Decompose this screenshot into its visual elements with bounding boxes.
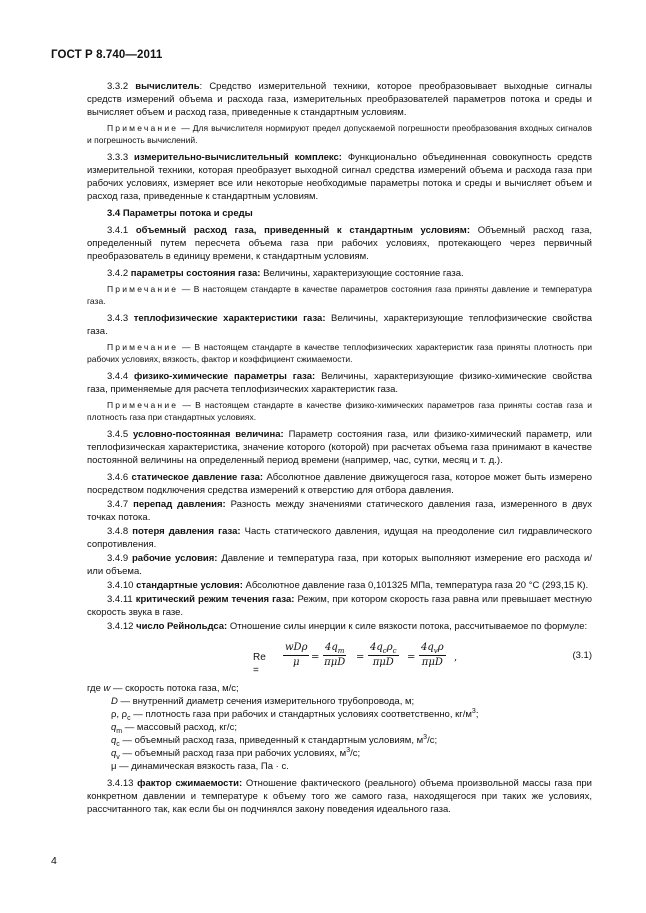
fraction-3 xyxy=(368,641,399,670)
clause-3-4-3 xyxy=(87,312,592,338)
fraction-3-denominator: πμD xyxy=(372,657,394,668)
clause-definition: Величины, характеризующие теплофизические свойства газа. xyxy=(87,313,592,337)
clause-3-4-8 xyxy=(87,525,592,551)
clause-number: 3.4.3 xyxy=(107,313,134,324)
fraction-1-denominator: μ xyxy=(292,657,300,668)
note-3-4-4 xyxy=(87,400,592,423)
clause-definition: Часть статического давления, идущая на преодоление сил гидравлического сопротивления. xyxy=(87,526,592,550)
clause-term: рабочие условия: xyxy=(132,553,218,564)
clause-3-3-3 xyxy=(87,151,592,203)
clause-3-4-1 xyxy=(87,224,592,263)
clause-definition: Разность между значениями статического давления газа, измеренного в двух точках потока. xyxy=(87,499,592,523)
clause-definition: Давление и температура газа, при которых выполняют измерение его расхода и/или объема. xyxy=(87,553,592,577)
note-label: Примечание xyxy=(107,400,179,410)
definition-mu: μ — динамическая вязкость газа, Па · с. xyxy=(111,761,289,772)
reynolds-formula xyxy=(87,639,592,679)
clause-definition: Величины, характеризующие состояние газа. xyxy=(260,268,464,279)
clause-term: теплофизические характеристики газа: xyxy=(133,313,326,324)
clause-term: потеря давления газа: xyxy=(132,526,241,537)
variable-definitions xyxy=(87,682,592,773)
note-text: — В настоящем стандарте в качестве физико-химических параметров газа приняты состав газа и плотность газа при стандартных условиях. xyxy=(87,400,592,422)
clause-definition: Абсолютное давление движущегося газа, которое может быть измерено посредством подключения средства измерений к отверстию для отбора давления. xyxy=(87,472,592,496)
section-heading-3-4 xyxy=(87,207,592,220)
clause-definition: Объемный расход газа, определенный путем пересчета объема газа при рабочих условиях, протекающего через первичный преобразователь в единицу времени, к стандартным условиям. xyxy=(87,225,593,262)
note-text: — В настоящем стандарте в качестве теплофизических характеристик газа приняты плотность при рабочих условиях, вязкость, фактор и коэффициент сжимаемости. xyxy=(87,342,592,364)
clause-term: объемный расход газа, приведенный к стандартным условиям: xyxy=(135,225,470,236)
clause-3-4-6 xyxy=(87,471,592,497)
clause-term: стандартные условия: xyxy=(136,580,243,591)
clause-3-4-12 xyxy=(87,620,592,633)
note-label: Примечание xyxy=(107,284,179,294)
clause-term: параметры состояния газа: xyxy=(130,268,261,279)
clause-term: вычислитель xyxy=(135,81,200,92)
definition-rho: ρ, $\rho_с$ — плотность газа при рабочих и стандартных условиях соответственно, $кг/м^3$; xyxy=(111,707,479,722)
clause-definition: : Средство измерительной техники, которое преобразовывает выходные сигналы средств измерений объема и расхода газа, измерительных преобразователей параметров потока и среды и вычисляет объем и расход газа, приведенные к стандартным условиям. xyxy=(87,81,592,118)
clause-term: физико-химические параметры газа: xyxy=(134,371,316,382)
clause-term: фактор сжимаемости: xyxy=(137,778,243,789)
clause-definition: Параметр состояния газа, или физико-химический параметр, или теплофизическая характеристика, значение которого (которой) при расчетах объема газа принимают в качестве постоянной величины на определенный период времени (например, час, сутки, месяц и т. д.). xyxy=(87,429,592,466)
fraction-4 xyxy=(419,641,446,670)
clause-number: 3.3.3 xyxy=(107,152,134,163)
fraction-2 xyxy=(323,641,346,670)
equation-number: (3.1) xyxy=(572,650,592,661)
clause-number: 3.4.12 xyxy=(107,621,137,632)
clause-term: число Рейнольдса: xyxy=(136,621,228,632)
fraction-4-denominator: πμD xyxy=(421,657,443,668)
clause-number: 3.4.10 xyxy=(107,580,137,591)
clause-3-4-2 xyxy=(87,267,592,280)
clause-3-4-10 xyxy=(87,579,592,592)
clause-term: статическое давление газа: xyxy=(131,472,264,483)
fraction-3-numerator: $4q_c\rho_c$ xyxy=(370,642,397,655)
clause-number: 3.4.5 xyxy=(107,429,134,440)
clause-3-3-2 xyxy=(87,80,592,119)
clause-number: 3.4.7 xyxy=(107,499,134,510)
formula-comma: , xyxy=(454,652,458,663)
equals-sign: = xyxy=(311,652,320,663)
page-number: 4 xyxy=(51,855,57,867)
clause-number: 3.4.8 xyxy=(107,526,133,537)
equals-sign: = xyxy=(407,652,416,663)
clause-term: условно-постоянная величина: xyxy=(133,429,284,440)
clause-3-4-9 xyxy=(87,552,592,578)
formula-lhs: Re = xyxy=(253,652,266,676)
fraction-4-numerator: $4q_v\rho$ xyxy=(421,642,444,655)
section-heading-text: 3.4 Параметры потока и среды xyxy=(107,208,253,219)
clause-number: 3.4.2 xyxy=(107,268,131,279)
fraction-1 xyxy=(283,641,309,670)
clause-3-4-13 xyxy=(87,777,592,816)
fraction-2-denominator: πμD xyxy=(324,657,346,668)
clause-term: критический режим течения газа: xyxy=(135,594,295,605)
note-label: Примечание xyxy=(107,123,179,133)
clause-number: 3.4.6 xyxy=(107,472,132,483)
note-3-3-2 xyxy=(87,123,592,146)
note-text: — В настоящем стандарте в качестве параметров состояния газа приняты давление и температура газа. xyxy=(87,284,592,306)
standard-designation: ГОСТ Р 8.740—2011 xyxy=(51,49,163,61)
definition-qv: $q_v$ — объемный расход газа при рабочих условиях, $м^3/с$; xyxy=(111,746,361,761)
note-3-4-3 xyxy=(87,342,592,365)
clause-3-4-4 xyxy=(87,370,592,396)
clause-term: перепад давления: xyxy=(133,499,226,510)
clause-definition: Отношение фактического (реального) объема произвольной массы газа при конкретном давлении и температуре к объему того же самого газа, находящегося при таких же условиях, рассчитанного так, как если бы он подчинялся закону поведения идеального газа. xyxy=(87,778,592,815)
clause-definition: Режим, при котором скорость газа равна или превышает местную скорость звука в газе. xyxy=(87,594,592,618)
clause-number: 3.4.13 xyxy=(107,778,138,789)
document-body xyxy=(87,80,592,820)
clause-definition: Величины, характеризующие физико-химические свойства газа, применяемые для расчета теплофизических характеристик газа. xyxy=(87,371,592,395)
definition-qm: $q_m$ — массовый расход, кг/с; xyxy=(111,722,237,735)
fraction-1-numerator: wDρ xyxy=(283,641,309,656)
note-label: Примечание xyxy=(107,342,179,352)
clause-number: 3.3.2 xyxy=(107,81,136,92)
clause-definition: Абсолютное давление газа 0,101325 МПа, температура газа 20 °С (293,15 К). xyxy=(242,580,589,591)
clause-3-4-7 xyxy=(87,498,592,524)
clause-number: 3.4.11 xyxy=(107,594,136,605)
clause-number: 3.4.4 xyxy=(107,371,135,382)
fraction-2-numerator: $4q_m$ xyxy=(325,642,345,655)
clause-3-4-11 xyxy=(87,593,592,619)
clause-definition: Функционально объединенная совокупность средств измерительной техники, которая преобразует выходной сигнал средства измерений объема и расхода газа при рабочих условиях, измеряет все или некоторые необходимые параметры потока и среды и вычисляет объем и расход газа, приведенные к стандартным условиям. xyxy=(87,152,592,202)
definition-qc: $q_c$ — объемный расход газа, приведенный к стандартным условиям, $м^3/с$; xyxy=(111,733,438,748)
equals-sign: = xyxy=(356,652,365,663)
clause-number: 3.4.1 xyxy=(107,225,136,236)
clause-term: измерительно-вычислительный комплекс: xyxy=(134,152,342,163)
clause-3-4-5 xyxy=(87,428,592,467)
clause-number: 3.4.9 xyxy=(107,553,132,564)
clause-definition: Отношение силы инерции к силе вязкости потока, рассчитываемое по формуле: xyxy=(227,621,588,632)
note-3-4-2 xyxy=(87,284,592,307)
definition-w: где w — скорость потока газа, м/с; xyxy=(87,683,239,694)
note-text: — Для вычислителя нормируют предел допускаемой погрешности преобразования входных сигналов и погрешность вычислений. xyxy=(87,123,592,145)
definition-d: D — внутренний диаметр сечения измерительного трубопровода, м; xyxy=(111,696,415,707)
